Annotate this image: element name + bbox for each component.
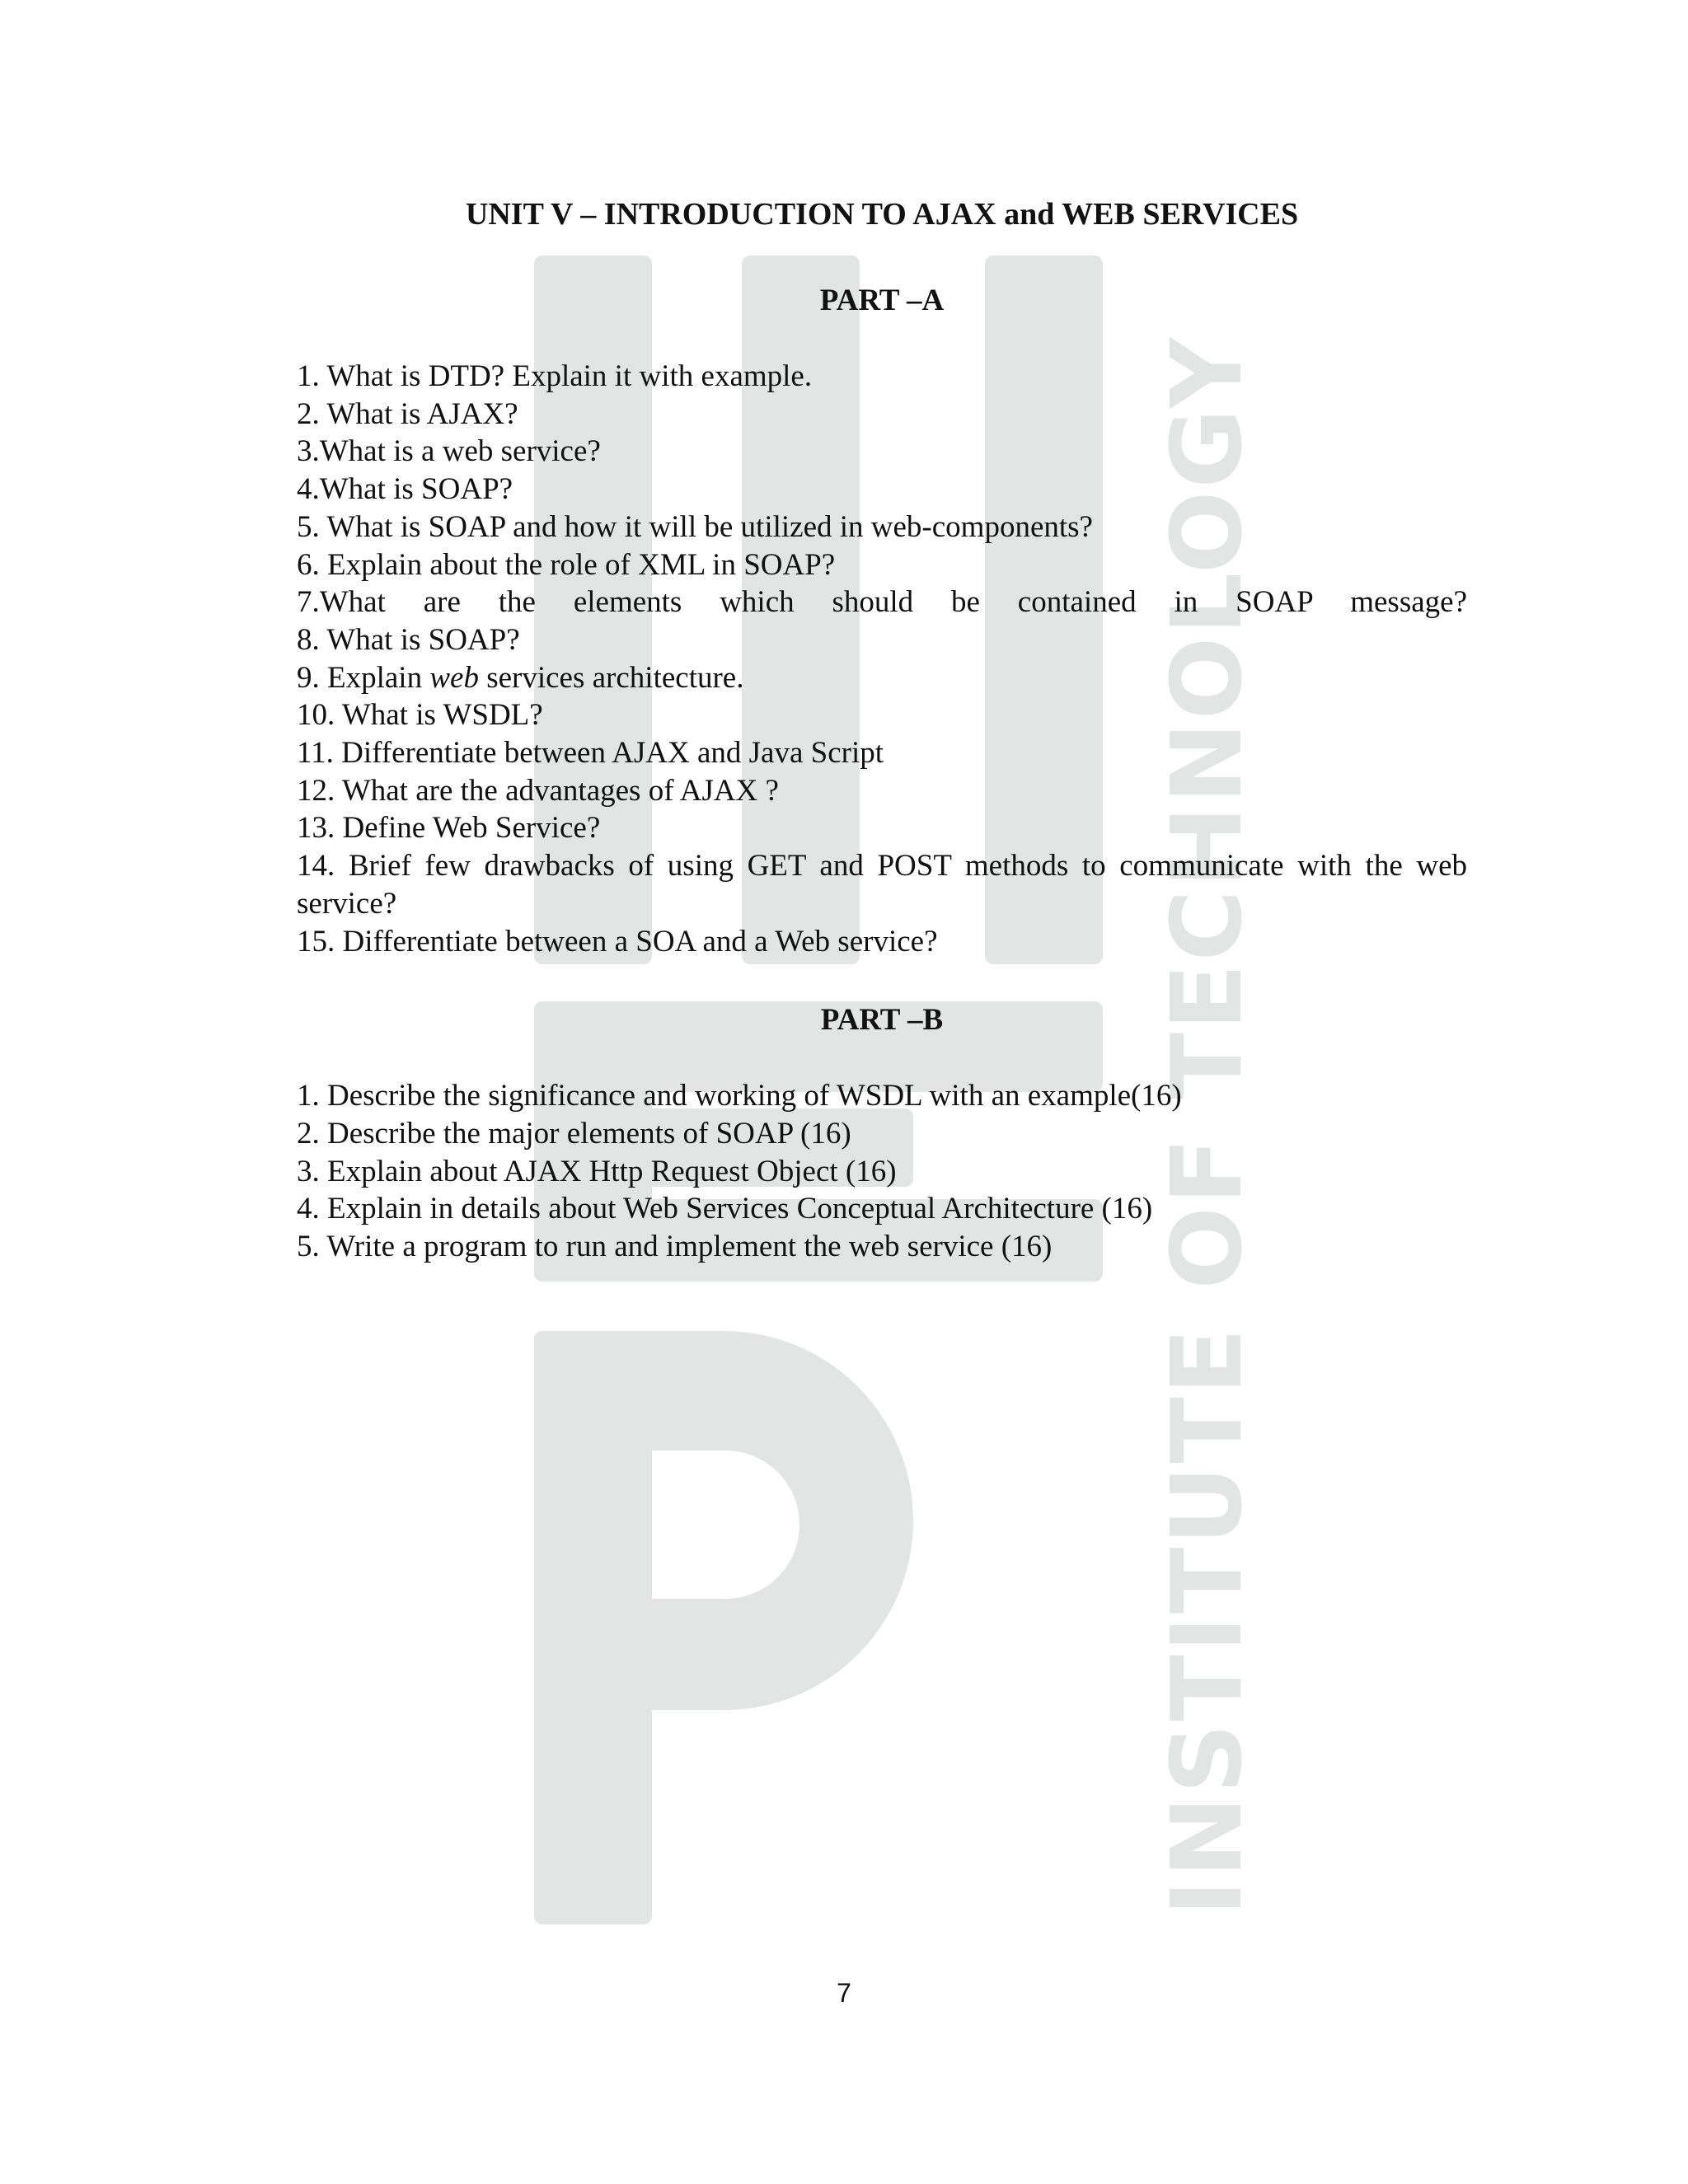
question-item: 15. Differentiate between a SOA and a Web service? [297,924,938,958]
watermark-shape [651,1451,799,1599]
part-b-question-list [297,1077,1467,1266]
question-text: 9. Explain [297,660,430,695]
question-item: 1. Describe the significance and working of WSDL with an example(16) [297,1079,1182,1113]
question-text: services architecture. [478,660,744,695]
part-a-heading: PART –A [819,284,945,317]
question-item: 5. What is SOAP and how it will be utilized in web-components? [297,509,1093,544]
question-item: 1. What is DTD? Explain it with example. [297,359,813,393]
question-item: 4. Explain in details about Web Services Conceptual Architecture (16) [297,1192,1153,1226]
question-item: 2. What is AJAX? [297,396,518,431]
question-item: 11. Differentiate between AJAX and Java Script [297,736,884,771]
question-emphasis: web [429,660,479,695]
watermark-text: INSTITUTE OF TECHNOLOGY [1150,335,1264,1916]
watermark-shape [534,1331,652,1924]
question-item: 8. What is SOAP? [297,622,520,657]
part-a-question-list [297,358,1467,960]
question-item: 2. Describe the major elements of SOAP (16) [297,1116,851,1151]
unit-title: UNIT V – INTRODUCTION TO AJAX and WEB SERVICES [465,197,1299,232]
question-item: 14. Brief few drawbacks of using GET and POST methods to communicate with the web [297,849,1467,883]
question-item [297,659,1467,697]
question-item: 3.What is a web service? [297,434,601,469]
question-item: 4.What is SOAP? [297,472,513,507]
question-item: 13. Define Web Service? [297,811,601,846]
question-item: 6. Explain about the role of XML in SOAP? [297,547,836,582]
question-item: 12. What are the advantages of AJAX ? [297,773,779,808]
question-item: 3. Explain about AJAX Http Request Object (16) [297,1154,897,1188]
page-number: 7 [837,1978,851,2008]
document-body [297,194,1467,1266]
question-item: service? [297,886,397,921]
question-item: 10. What is WSDL? [297,698,543,733]
question-item: 7.What are the elements which should be contained in SOAP message? [297,585,1467,620]
part-b-heading: PART –B [820,1003,944,1038]
question-item: 5. Write a program to run and implement the web service (16) [297,1230,1053,1264]
